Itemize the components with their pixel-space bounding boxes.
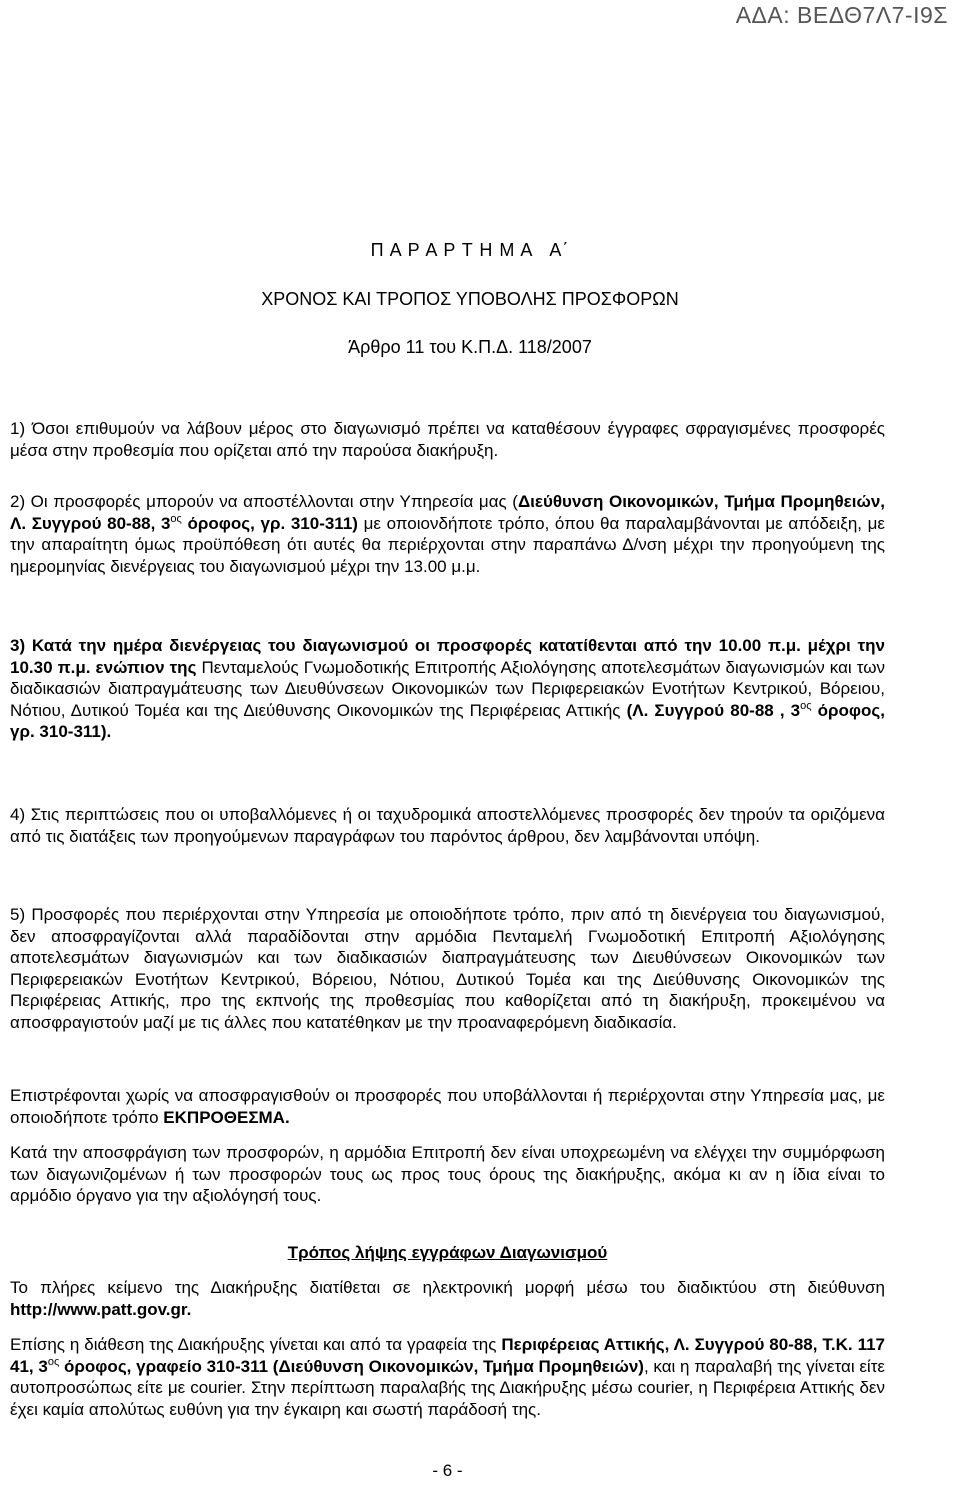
paragraph-5: 5) Προσφορές που περιέρχονται στην Υπηρεσία με οποιοδήποτε τρόπο, πριν από τη διενέργεια του διαγωνισμού, δεν αποσφραγίζονται αλλά παραδίδονται στην αρμόδια Πενταμελή Γνωμοδοτική Επιτροπή Αξιολόγησης αποτελεσμάτων διαγωνισμών και των διαδικασιών διαπραγμάτευσης των Διευθύνσεων Οικονομικών των Περιφερειακών Ενοτήτων Κεντρικού, Βόρειου, Νότιου, Δυτικού Τομέα και της Διεύθυνσης Οικονομικών της Περιφέρειας Αττικής, προ της εκπνοής της προθεσμίας που καθορίζεται από τη διακήρυξη, προκειμένου να αποσφραγιστούν μαζί με τις άλλες που κατατέθηκαν με την προαναφερόμενη διαδικασία. (10, 905, 885, 1032)
ada-code: ΑΔΑ: ΒΕΔΘ7Λ7-Ι9Σ (735, 2, 948, 28)
paragraph-3: 3) Κατά την ημέρα διενέργειας του διαγωνισμού οι προσφορές κατατίθενται από την 10.00 π.μ. μέχρι την 10.30 π.μ. ενώπιον της Πενταμελούς Γνωμοδοτικής Επιτροπής Αξιολόγησης αποτελεσμάτων διαγωνισμών και των διαδικασιών διαπραγμάτευσης των Διευθύνσεων Οικονομικών των Περιφερειακών Ενοτήτων Κεντρικού, Βόρειου, Νότιου, Δυτικού Τομέα και της Διεύθυνσης Οικονομικών της Περιφέρειας Αττικής (Λ. Συγγρού 80-88 , $3^{o\varsigma}$ όροφος, γρ. 310-311). (10, 636, 886, 741)
paragraph-1: 1) Όσοι επιθυμούν να λάβουν μέρος στο διαγωνισμό πρέπει να καταθέσουν έγγραφες σφραγισμένες προσφορές μέσα στην προθεσμία που ορίζεται από την παρούσα διακήρυξη. (10, 419, 885, 460)
page-number: - 6 - (432, 1461, 463, 1480)
paragraph-6: Επιστρέφονται χωρίς να αποσφραγισθούν οι προσφορές που υποβάλλονται ή περιέρχονται στην Υπηρεσία μας, με οποιοδήποτε τρόπο ΕΚΠΡΟΘΕΣΜΑ. (10, 1086, 885, 1127)
paragraph-7: Κατά την αποσφράγιση των προσφορών, η αρμόδια Επιτροπή δεν είναι υποχρεωμένη να ελέγχει την συμμόρφωση των διαγωνιζομένων ή των προσφορών τους ως προς τους όρους της διακήρυξης, ακόμα κι αν η ίδια είναι το αρμόδιο όργανο για την αξιολόγησή τους. (10, 1143, 885, 1205)
subtitle: ΧΡΟΝΟΣ ΚΑΙ ΤΡΟΠΟΣ ΥΠΟΒΟΛΗΣ ΠΡΟΣΦΟΡΩΝ (261, 289, 679, 309)
paragraph-2: 2) Οι προσφορές μπορούν να αποστέλλονται στην Υπηρεσία μας (Διεύθυνση Οικονομικών, Τμήμα Προμηθειών, Λ. Συγγρού 80-88, $3^{o\varsigma}$ όροφος, γρ. 310-311) με οποιονδήποτε τρόπο, όπου θα παραλαμβάνονται με απόδειξη, με την απαραίτητη όμως προϋπόθεση ότι αυτές θα περιέρχονται στην παραπάνω Δ/νση μέχρι την προηγούμενη της ημερομηνίας διενέργειας του διαγωνισμού μέχρι την 13.00 μ.μ. (10, 492, 886, 576)
annex-title: Π Α Ρ Α Ρ Τ Η Μ Α Α΄ (370, 240, 570, 260)
paragraph-9: Επίσης η διάθεση της Διακήρυξης γίνεται και από τα γραφεία της Περιφέρειας Αττικής, Λ. Συγγρού 80-88, Τ.Κ. 117 41, $3^{o\varsigma}$ όροφος, γραφείο 310-311 (Διεύθυνση Οικονομικών, Τμήμα Προμηθειών), και η παραλαβή της γίνεται είτε αυτοπροσώπως είτε με courier. Στην περίπτωση παραλαβής της Διακήρυξης μέσω courier, η Περιφέρεια Αττικής δεν έχει καμία απολύτως ευθύνη για την έγκαιρη και σωστή παράδοσή της. (10, 1335, 886, 1419)
paragraph-8: Το πλήρες κείμενο της Διακήρυξης διατίθεται σε ηλεκτρονική μορφή μέσω του διαδικτύου στη διεύθυνση http://www.patt.gov.gr. (10, 1278, 885, 1319)
section-heading: Τρόπος λήψης εγγράφων Διαγωνισμού (287, 1243, 608, 1262)
website-link[interactable]: http://www.patt.gov.gr. (10, 1299, 192, 1319)
article-title: Άρθρο 11 του Κ.Π.Δ. 118/2007 (348, 337, 592, 357)
paragraph-4: 4) Στις περιπτώσεις που οι υποβαλλόμενες ή οι ταχυδρομικά αποστελλόμενες προσφορές δεν τηρούν τα οριζόμενα από τις διατάξεις των προηγούμενων παραγράφων του παρόντος άρθρου, δεν λαμβάνονται υπόψη. (10, 805, 885, 846)
